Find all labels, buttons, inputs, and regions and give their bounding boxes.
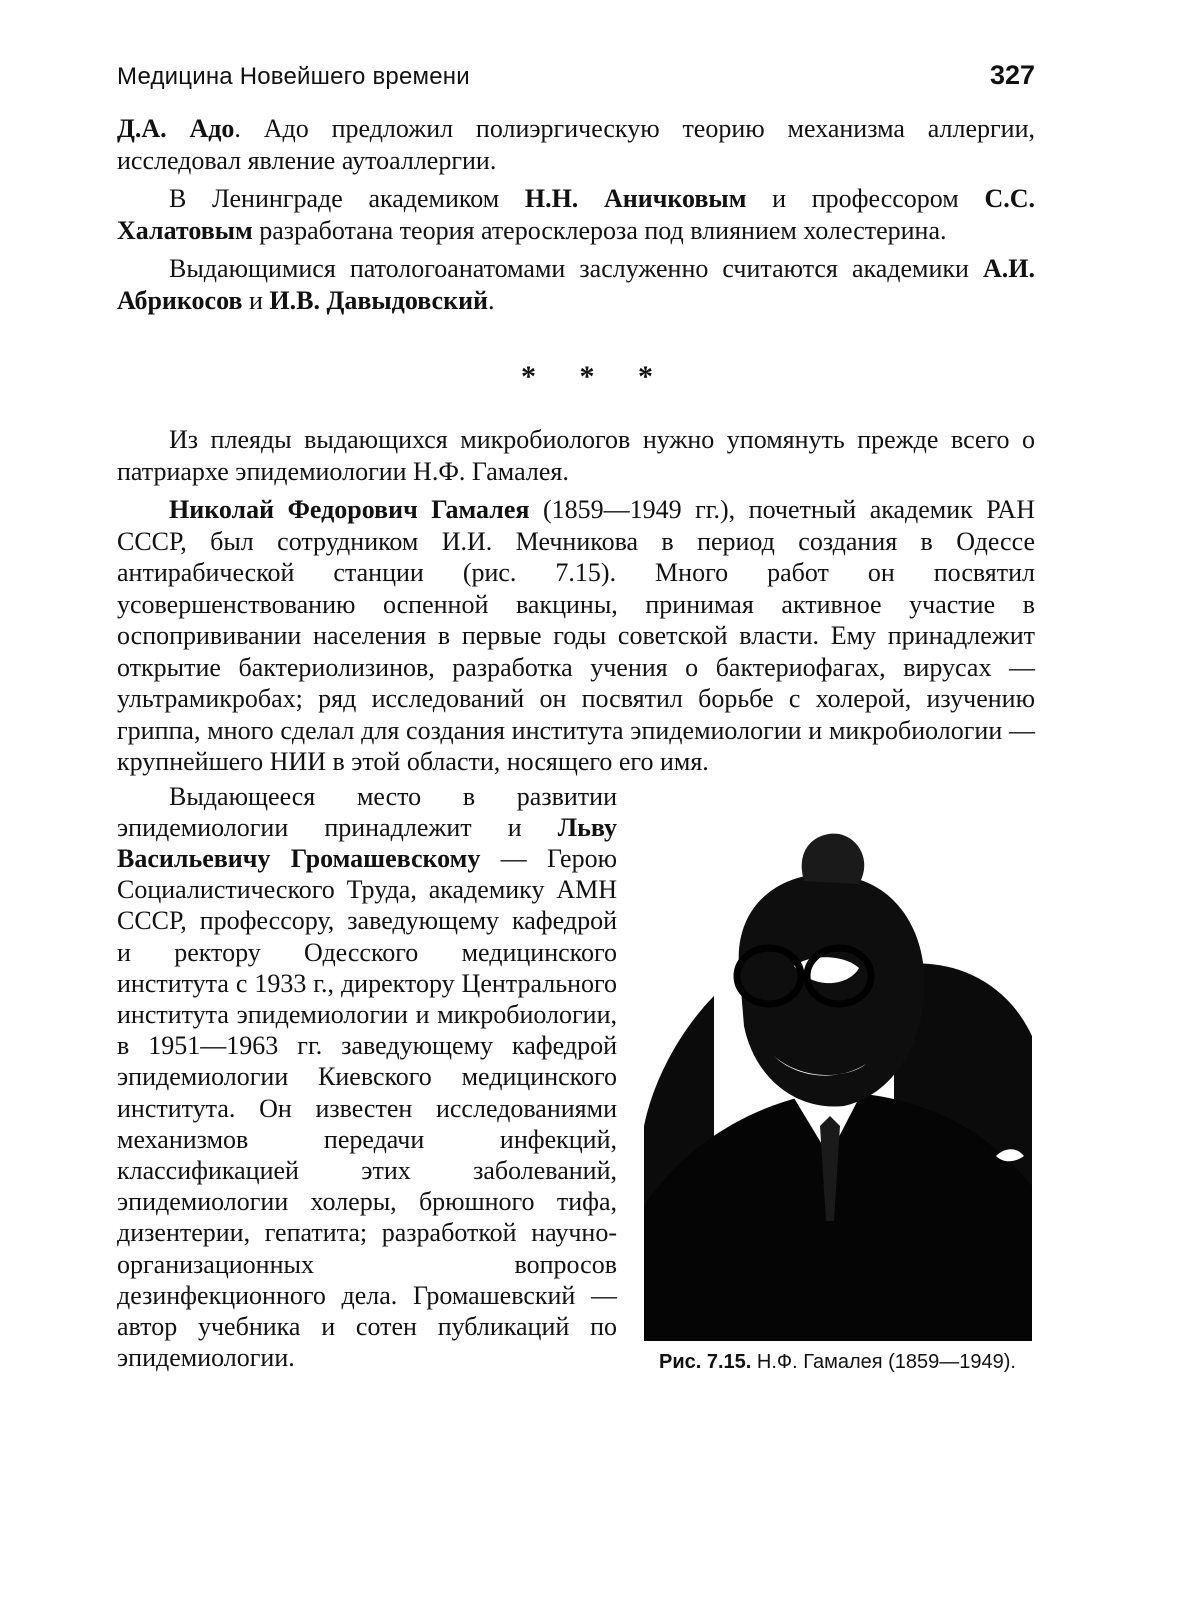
name-gamaleya: Николай Федорович Гамалея [169,495,530,524]
paragraph-gromashevsky: Выдающееся место в развитии эпидемиологии принадлежит и Льву Васильевичу Громашевскому — Герою Социалистического Труда, академику АМН СССР, профессору, заведующему кафедрой и ректору Одесского медицинского института с 1933 г., директору Центрального института эпидемиологии и микробиологии, в 1951—1963 гг. заведующему кафедрой эпидемиологии Киевского медицинского института. Он известен исследованиями механизмов передачи инфекций, классификацией этих заболеваний, эпидемиологии холеры, брюшного тифа, дизентерии, гепатита; разработкой научно-организационных вопросов дезинфекционного дела. Громашевский — автор учебника и сотен публикаций по эпидемиологии. [117,781,617,1373]
figure-caption: Рис. 7.15. Н.Ф. Гамалея (1859—1949). [659,1350,1016,1373]
name-gromashevsky: Льву Васильевичу Громашевскому [117,812,617,873]
page-number: 327 [989,60,1035,90]
name-khalatov: С.С. Халатовым [117,184,1035,245]
paragraph-gamaleya: Николай Федорович Гамалея (1859—1949 гг.), почетный академик РАН СССР, был сотрудником И.И. Мечникова в период создания в Одессе антирабической станции (рис. 7.15). Много работ он посвятил усовершенствованию оспенной вакцины, принимая активное участие в оспопрививании населения в первые годы советской власти. Ему принадлежит открытие бактериолизинов, разработка учения о бактериофагах, вирусах — ультрамикробах; ряд исследований он посвятил борьбе с холерой, изучению гриппа, много сделал для создания института эпидемиологии и микробиологии — крупнейшего НИИ в этой области, носящего его имя. [117,495,1035,776]
name-anichkov: Н.Н. Аничковым [524,184,747,213]
paragraph-anichkov: В Ленинграде академиком Н.Н. Аничковым и профессором С.С. Халатовым разработана теория атеросклероза под влиянием холестерина. [117,184,1035,245]
name-ado: Д.А. Адо [117,114,235,143]
figure-7-15 [640,781,1035,1374]
left-column [117,781,617,1374]
name-davydovsky: И.В. Давыдовский [269,285,489,315]
paragraph-microbiologists: Из плеяды выдающихся микробиологов нужно упомянуть прежде всего о патриархе эпидемиологии Н.Ф. Гамалея. [117,425,1035,486]
portrait-photo [644,826,1032,1341]
two-column-section [117,781,1035,1374]
paragraph-ado: Д.А. Адо. Адо предложил полиэргическую теорию механизма аллергии, исследовал явление аутоаллергии. [117,114,1035,175]
running-title: Медицина Новейшего времени [117,63,470,90]
book-page [117,60,1035,1374]
paragraph-pathologists: Выдающимися патологоанатомами заслуженно считаются академики А.И. Абрикосов и И.В. Давыдовский. [117,254,1035,315]
page-header [117,60,1035,91]
name-abrikosov: А.И. Абрикосов [117,254,1035,315]
caption-label: Рис. 7.15. [659,1350,752,1373]
section-separator: * * * [521,360,671,393]
